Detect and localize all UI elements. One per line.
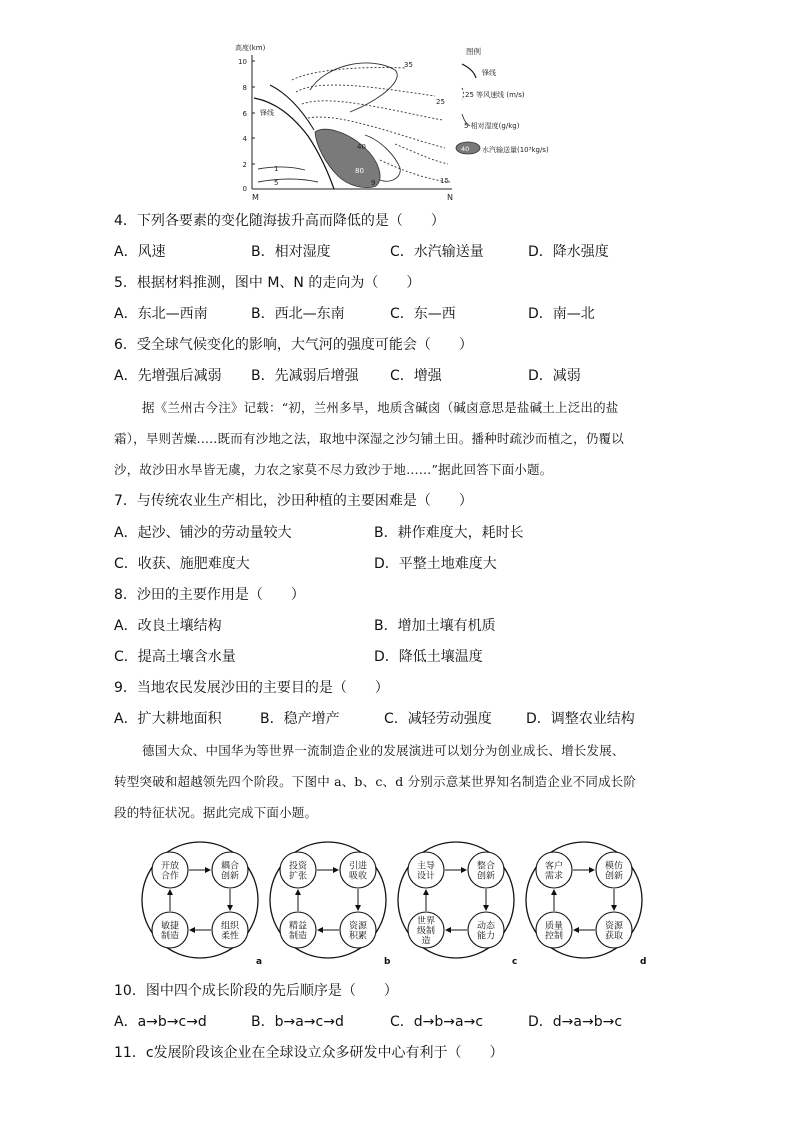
stage-node [596,912,632,948]
question-4-stem: 4．下列各要素的变化随海拔升高而降低的是（ ） [114,213,445,229]
stage-node-text: 获取 [604,931,624,942]
q4-option-a[interactable]: A．风速 [114,244,166,260]
stage-node-text: 资源 [604,921,624,932]
stage-node-text: 模仿 [604,861,624,872]
question-10-stem: 10．图中四个成长阶段的先后顺序是（ ） [114,983,398,999]
q8-option-c[interactable]: C．提高土壤含水量 [114,649,236,665]
q6-option-c[interactable]: C．增强 [390,368,442,384]
question-8-stem: 8．沙田的主要作用是（ ） [114,587,305,603]
front-label: 锋线 [260,109,274,117]
q4-option-b[interactable]: B．相对湿度 [251,244,331,260]
contour-label: 35 [404,61,413,69]
stage-node-text: 创新 [476,871,496,882]
passage-line: 沙，故沙田水旱皆无虞，力农之家莫不尽力致沙于地……”据此回答下面小题。 [114,462,553,477]
stage-node [536,912,572,948]
q6-option-a[interactable]: A．先增强后减弱 [114,368,222,384]
q7-option-b[interactable]: B．耕作难度大，耗时长 [374,525,524,541]
stage-node-text: 合作 [160,871,180,882]
passage-line: 霜），旱则苦燥.....既而有沙地之法，取地中深湿之沙匀铺土田。播种时疏沙而植之，仍覆以 [114,431,624,446]
growth-stage-diagram [140,838,670,966]
question-9-stem: 9．当地农民发展沙田的主要目的是（ ） [114,680,389,696]
contour-label: 1 [274,165,279,173]
contour-label: 9 [371,179,376,187]
q5-option-d[interactable]: D．南—北 [528,306,595,322]
legend-vapor: 水汽输送量(10³kg/s) [482,146,549,154]
x-right-label: N [447,193,453,202]
passage-line: 转型突破和超越领先四个阶段。下图中 a、b、c、d 分别示意某世界知名制造企业不同成长阶 [114,774,637,789]
stage-node-text: 资源 [348,921,368,932]
q8-option-a[interactable]: A．改良土壤结构 [114,618,222,634]
stage-node-text: 柔性 [220,931,240,942]
stage-node-text: 世界 [416,916,436,927]
stage-node-text: 质量 [544,921,564,932]
y-tick: 4 [242,135,247,143]
stage-node-text: 动态 [476,921,496,932]
figure-legend [456,46,549,154]
q8-option-b[interactable]: B．增加土壤有机质 [374,618,496,634]
passage-enterprise [114,735,674,828]
stage-node [280,852,316,888]
stage-node-text: 精益 [288,921,308,932]
stage-node [280,912,316,948]
stage-label: c [512,957,518,966]
stage-node [152,912,188,948]
q4-option-d[interactable]: D．降水强度 [528,244,609,260]
q7-option-d[interactable]: D．平整土地难度大 [374,556,497,572]
stage-node-text: 吸收 [348,871,368,882]
passage-line: 段的特征状况。据此完成下面小题。 [114,805,318,820]
legend-humidity: 5 相对湿度(g/kg) [464,122,520,130]
x-left-label: M [252,193,259,202]
contour-label: 25 [436,98,445,106]
stage-node [152,852,188,888]
q5-option-b[interactable]: B．西北—东南 [251,306,345,322]
y-axis-label: 高度(km) [235,44,266,52]
q9-option-d[interactable]: D．调整农业结构 [526,711,635,727]
stage-node-text: 控制 [544,931,564,942]
stage-node [596,852,632,888]
q5-option-a[interactable]: A．东北—西南 [114,306,208,322]
q8-option-d[interactable]: D．降低土壤温度 [374,649,483,665]
contour-label: 5 [274,179,279,187]
stage-node [408,912,444,948]
q5-option-c[interactable]: C．东—西 [390,306,456,322]
stage-node-text: 能力 [476,931,496,942]
stage-node-text: 投资 [288,861,308,872]
stage-node-text: 引进 [348,861,368,872]
stage-node-text: 制造 [160,931,180,942]
stage-node-text: 级制 [416,926,436,937]
question-6-stem: 6．受全球气候变化的影响，大气河的强度可能会（ ） [114,337,473,353]
q7-option-a[interactable]: A．起沙、铺沙的劳动量较大 [114,525,292,541]
stage-node [212,852,248,888]
q10-option-b[interactable]: B．b→a→c→d [251,1014,344,1030]
stage-c [398,842,517,966]
question-5-stem: 5．根据材料推测，图中 M、N 的走向为（ ） [114,275,421,291]
y-tick: 10 [238,58,247,66]
stage-node [468,912,504,948]
contour-label: 40 [357,143,366,151]
q9-option-b[interactable]: B．稳产增产 [260,711,340,727]
stage-node [212,912,248,948]
question-11-stem: 11．c发展阶段该企业在全球设立众多研发中心有利于（ ） [114,1045,504,1061]
q9-option-a[interactable]: A．扩大耕地面积 [114,711,222,727]
y-tick: 8 [242,84,247,92]
question-7-stem: 7．与传统农业生产相比，沙田种植的主要困难是（ ） [114,493,473,509]
q6-option-b[interactable]: B．先减弱后增强 [251,368,359,384]
legend-wind: 25 等风速线 (m/s) [465,91,525,99]
stage-node-text: 客户 [544,861,564,872]
stage-d [526,842,646,966]
stage-label: a [256,957,263,966]
y-tick: 0 [242,185,247,193]
stage-b [270,842,391,966]
stage-node-text: 积累 [348,931,368,942]
q6-option-d[interactable]: D．减弱 [528,368,581,384]
stage-node [340,912,376,948]
q10-option-d[interactable]: D．d→a→b→c [528,1014,623,1030]
q10-option-c[interactable]: C．d→b→a→c [390,1014,484,1030]
stage-node-text: 扩张 [288,871,308,882]
passage-line: 据《兰州古今注》记载：“初，兰州多旱，地质含碱卤（碱卤意思是盐碱土上泛出的盐 [142,400,619,415]
stage-node-text: 创新 [220,871,240,882]
stage-node-text: 耦合 [220,861,240,872]
legend-vapor-value: 40 [461,145,470,153]
q4-option-c[interactable]: C．水汽输送量 [390,244,484,260]
y-tick: 2 [242,161,247,169]
stage-node-text: 开放 [160,861,180,872]
stage-node-text: 创新 [604,871,624,882]
contour-label: 80 [355,167,364,175]
stage-a [142,842,262,966]
y-tick: 6 [242,110,247,118]
stage-node-text: 整合 [476,861,496,872]
stage-node-text: 制造 [288,931,308,942]
legend-front: 锋线 [482,69,496,77]
legend-title: 图例 [466,47,481,56]
passage-line: 德国大众、中国华为等世界一流制造企业的发展演进可以划分为创业成长、增长发展、 [142,743,625,758]
stage-node-text: 设计 [416,871,436,882]
q10-option-a[interactable]: A．a→b→c→d [114,1014,207,1030]
stage-node [468,852,504,888]
stage-node-text: 敏捷 [160,921,180,932]
stage-node [536,852,572,888]
stage-node [408,852,444,888]
stage-node-text: 组织 [220,921,240,932]
stage-node-text: 主导 [416,861,436,872]
contour-label: 15 [440,177,449,185]
stage-label: b [384,957,391,966]
stage-label: d [640,957,647,966]
q9-option-c[interactable]: C．减轻劳动强度 [384,711,492,727]
passage-lanzhou [114,392,674,485]
stage-node-text: 造 [421,936,431,947]
stage-node [340,852,376,888]
stage-node-text: 需求 [544,871,564,882]
atmospheric-river-figure [230,40,570,205]
q7-option-c[interactable]: C．收获、施肥难度大 [114,556,250,572]
